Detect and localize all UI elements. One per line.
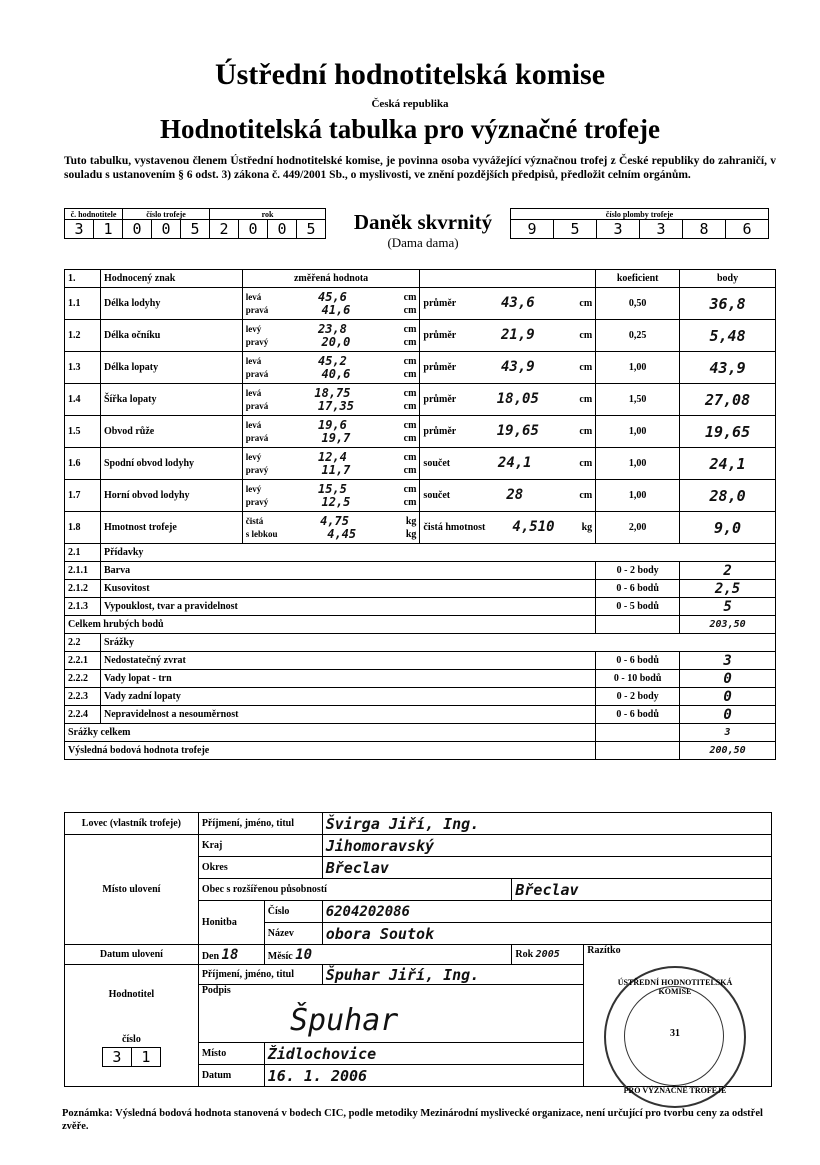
final-score: 200,50 xyxy=(680,742,776,760)
unit: cm xyxy=(403,355,417,367)
obec-value: Břeclav xyxy=(512,879,772,901)
podpis-label: Podpis xyxy=(198,985,583,1043)
unit: cm xyxy=(403,323,417,335)
side-b-label: pravý xyxy=(245,464,269,475)
coefficient: 0,25 xyxy=(596,320,680,352)
points-range: 0 - 6 bodů xyxy=(596,652,680,670)
country: Česká republika xyxy=(371,98,449,110)
side-b-value: 20,0 xyxy=(321,334,351,349)
points-range: 0 - 6 bodů xyxy=(596,706,680,724)
row-no: 1.5 xyxy=(65,416,101,448)
species-name: Daněk skvrnitý xyxy=(353,210,493,234)
digit-cell: 3 xyxy=(640,220,683,239)
digit-cell: 3 xyxy=(102,1048,131,1067)
side-b-value: 12,5 xyxy=(321,494,351,509)
row-no: 2.1.2 xyxy=(65,580,101,598)
digit-cell: 8 xyxy=(683,220,726,239)
row-no: 2.2.4 xyxy=(65,706,101,724)
nazev-value: obora Soutok xyxy=(322,923,771,945)
stamp-text: ÚSTŘEDNÍ HODNOTITELSKÁ KOMISE xyxy=(617,978,733,996)
hodnotitele-label: č. hodnotitele xyxy=(65,209,123,220)
evaluator-name-label: Příjmení, jméno, titul xyxy=(198,965,322,985)
measurements-table xyxy=(64,269,776,760)
side-a-value: 23,8 xyxy=(317,321,347,336)
points: 5,48 xyxy=(680,320,776,352)
section-no: 2.2 xyxy=(65,634,101,652)
digit-cell: 0 xyxy=(123,220,152,239)
unit: kg xyxy=(581,522,593,533)
row-no: 2.1.3 xyxy=(65,598,101,616)
unit: cm xyxy=(403,432,417,444)
side-a-value: 19,6 xyxy=(317,417,347,432)
unit: cm xyxy=(403,451,417,463)
lovec-label: Lovec (vlastník trofeje) xyxy=(65,813,199,835)
measured-values xyxy=(242,288,420,320)
digit-cell: 1 xyxy=(94,220,123,239)
row-label: Barva xyxy=(100,562,595,580)
score-row xyxy=(65,562,776,580)
side-a-label: levá xyxy=(245,291,262,302)
row-label: Spodní obvod lodyhy xyxy=(100,448,242,480)
side-b-label: pravá xyxy=(245,400,269,411)
page-title: Ústřední hodnotitelská komise xyxy=(214,58,606,91)
unit: cm xyxy=(403,464,417,476)
points: 2,5 xyxy=(680,580,776,598)
evaluator-misto: Židlochovice xyxy=(264,1043,584,1065)
digit-cell: 0 xyxy=(268,220,297,239)
measured-values xyxy=(242,480,420,512)
evaluator-name: Špuhar Jiří, Ing. xyxy=(322,965,584,985)
points: 36,8 xyxy=(680,288,776,320)
evaluator-datum: 16. 1. 2006 xyxy=(264,1065,584,1087)
unit: cm xyxy=(403,387,417,399)
stamp-number: 31 xyxy=(670,1028,680,1039)
unit: cm xyxy=(579,362,593,373)
rok-label: rok xyxy=(210,209,326,220)
kraj-value: Jihomoravský xyxy=(322,835,771,857)
points: 5 xyxy=(680,598,776,616)
score-row xyxy=(65,598,776,616)
points: 43,9 xyxy=(680,352,776,384)
calc-cell xyxy=(420,288,596,320)
points: 19,65 xyxy=(680,416,776,448)
side-a-value: 45,6 xyxy=(317,289,347,304)
side-a-label: levý xyxy=(245,323,262,334)
side-a-value: 45,2 xyxy=(317,353,347,368)
seal-boxes xyxy=(510,208,769,239)
calc-value: 24,1 xyxy=(497,455,532,471)
points: 0 xyxy=(680,688,776,706)
row-label: Horní obvod lodyhy xyxy=(100,480,242,512)
points: 24,1 xyxy=(680,448,776,480)
cislo-label: Číslo xyxy=(264,901,322,923)
col-points: body xyxy=(680,270,776,288)
unit: cm xyxy=(403,336,417,348)
points-range: 0 - 10 bodů xyxy=(596,670,680,688)
measure-row xyxy=(65,416,776,448)
unit: kg xyxy=(405,528,417,540)
row-label: Nepravidelnost a nesouměrnost xyxy=(100,706,595,724)
deduction-sum-label: Srážky celkem xyxy=(65,724,596,742)
col-feature: Hodnocený znak xyxy=(100,270,242,288)
section-head: Srážky xyxy=(100,634,775,652)
score-row xyxy=(65,706,776,724)
points: 3 xyxy=(680,652,776,670)
gross-label: Celkem hrubých bodů xyxy=(65,616,596,634)
row-label: Délka lopaty xyxy=(100,352,242,384)
calc-cell xyxy=(420,480,596,512)
evaluator-number-boxes xyxy=(102,1047,161,1067)
calc-value: 43,9 xyxy=(500,359,535,375)
row-no: 1.3 xyxy=(65,352,101,384)
row-no: 1.7 xyxy=(65,480,101,512)
measure-row xyxy=(65,288,776,320)
row-no: 1.8 xyxy=(65,512,101,544)
species-latin: (Dama dama) xyxy=(387,235,459,250)
calc-cell xyxy=(420,384,596,416)
species xyxy=(338,210,508,251)
side-b-label: pravá xyxy=(245,368,269,379)
calc-label: průměr xyxy=(423,426,457,437)
side-a-value: 4,75 xyxy=(320,513,349,528)
digit-cell: 0 xyxy=(152,220,181,239)
side-b-label: pravá xyxy=(245,304,269,315)
footnote: Poznámka: Výsledná bodová hodnota stanovená v bodech CIC, podle metodiky Mezinárodní myslivecké organizace, není určující pro tvorbu ceny za odstřel zvěře. xyxy=(62,1108,763,1132)
calc-label: čistá hmotnost xyxy=(423,522,486,533)
unit: cm xyxy=(403,400,417,412)
side-b-value: 4,45 xyxy=(327,526,357,541)
section-head: Přídavky xyxy=(100,544,775,562)
gross-total: 203,50 xyxy=(680,616,776,634)
nazev-label: Název xyxy=(264,923,322,945)
digit-cell: 5 xyxy=(297,220,326,239)
row-label: Délka lodyhy xyxy=(100,288,242,320)
digit-cell: 6 xyxy=(726,220,769,239)
row-label: Vypouklost, tvar a pravidelnost xyxy=(100,598,595,616)
measure-row xyxy=(65,480,776,512)
measured-values xyxy=(242,320,420,352)
col-coef: koeficient xyxy=(596,270,680,288)
calc-label: průměr xyxy=(423,330,457,341)
points: 0 xyxy=(680,706,776,724)
unit: cm xyxy=(579,490,593,501)
measure-row xyxy=(65,384,776,416)
row-no: 1.6 xyxy=(65,448,101,480)
side-b-value: 17,35 xyxy=(317,398,354,413)
stamp-bottom-text: PRO VÝZNAČNÉ TROFEJE xyxy=(623,1086,727,1095)
row-no: 1.4 xyxy=(65,384,101,416)
misto-label: Místo ulovení xyxy=(65,835,199,945)
evaluator-cell xyxy=(65,965,199,1087)
unit: cm xyxy=(403,368,417,380)
mesic-value: 10 xyxy=(295,946,313,963)
row-label: Délka očníku xyxy=(100,320,242,352)
row-label: Obvod růže xyxy=(100,416,242,448)
row-label: Šířka lopaty xyxy=(100,384,242,416)
side-b-label: s lebkou xyxy=(245,528,278,539)
calc-label: průměr xyxy=(423,394,457,405)
side-b-value: 11,7 xyxy=(321,462,351,477)
hunter-name: Švirga Jiří, Ing. xyxy=(322,813,771,835)
okres-value: Břeclav xyxy=(322,857,771,879)
cislo-value: 6204202086 xyxy=(322,901,771,923)
unit: cm xyxy=(403,304,417,316)
name-label: Příjmení, jméno, titul xyxy=(198,813,322,835)
digit-cell: 1 xyxy=(131,1048,160,1067)
score-row xyxy=(65,670,776,688)
unit: cm xyxy=(579,426,593,437)
row-label: Kusovitost xyxy=(100,580,595,598)
den-label: Den xyxy=(201,950,220,962)
row-label: Vady lopat - trn xyxy=(100,670,595,688)
okres-label: Okres xyxy=(198,857,322,879)
digit-cell: 5 xyxy=(554,220,597,239)
points: 0 xyxy=(680,670,776,688)
honitba-label: Honitba xyxy=(198,901,264,945)
side-a-label: levý xyxy=(245,483,262,494)
form-subtitle: Hodnotitelská tabulka pro význačné trofeje xyxy=(159,114,660,144)
datum-label: Datum ulovení xyxy=(65,945,199,965)
calc-value: 21,9 xyxy=(500,327,535,343)
unit: cm xyxy=(579,298,593,309)
row-label: Hmotnost trofeje xyxy=(100,512,242,544)
side-a-label: čistá xyxy=(245,515,264,526)
den-value: 18 xyxy=(221,946,239,963)
rok-label: Rok xyxy=(515,949,534,960)
side-b-value: 19,7 xyxy=(321,430,351,445)
calc-cell xyxy=(420,512,596,544)
unit: cm xyxy=(403,291,417,303)
deduction-sum: 3 xyxy=(680,724,776,742)
points-range: 0 - 2 body xyxy=(596,688,680,706)
razitko-label: Razítko xyxy=(584,945,772,1087)
measured-values xyxy=(242,352,420,384)
points-range: 0 - 2 body xyxy=(596,562,680,580)
side-b-label: pravá xyxy=(245,432,269,443)
row-label: Vady zadní lopaty xyxy=(100,688,595,706)
coefficient: 0,50 xyxy=(596,288,680,320)
unit: cm xyxy=(579,458,593,469)
calc-value: 18,05 xyxy=(496,391,539,407)
measured-values xyxy=(242,384,420,416)
evaluator-signature: Špuhar xyxy=(290,1003,399,1038)
digit-cell: 3 xyxy=(597,220,640,239)
coefficient: 1,00 xyxy=(596,352,680,384)
points-range: 0 - 5 bodů xyxy=(596,598,680,616)
evaluator-misto-label: Místo xyxy=(198,1043,264,1065)
points: 9,0 xyxy=(680,512,776,544)
col-value: změřená hodnota xyxy=(242,270,420,288)
trofeje-label: číslo trofeje xyxy=(123,209,210,220)
final-label: Výsledná bodová hodnota trofeje xyxy=(65,742,596,760)
score-row xyxy=(65,652,776,670)
row-no: 1.1 xyxy=(65,288,101,320)
coefficient: 1,50 xyxy=(596,384,680,416)
row-no: 2.2.1 xyxy=(65,652,101,670)
unit: cm xyxy=(403,419,417,431)
side-b-label: pravý xyxy=(245,496,269,507)
col-no: 1. xyxy=(65,270,101,288)
calc-cell xyxy=(420,416,596,448)
side-b-value: 41,6 xyxy=(321,302,351,317)
side-b-value: 40,6 xyxy=(321,366,351,381)
intro-text: Tuto tabulku, vystavenou členem Ústřední hodnotitelské komise, je povinna osoba vyvážející význačnou trofej z České republiky do zahraničí, v souladu s ustanovením § 6 odst. 3) zákona č. 449/2001 Sb., o myslivosti, ve znění pozdějších předpisů, předložit celním orgánům. xyxy=(64,155,776,181)
unit: cm xyxy=(579,394,593,405)
unit: cm xyxy=(403,483,417,495)
digit-cell: 0 xyxy=(239,220,268,239)
score-row xyxy=(65,688,776,706)
row-no: 2.1.1 xyxy=(65,562,101,580)
calc-cell xyxy=(420,448,596,480)
rok-value: 2005 xyxy=(535,949,560,960)
unit: cm xyxy=(403,496,417,508)
score-row xyxy=(65,580,776,598)
points: 27,08 xyxy=(680,384,776,416)
id-boxes xyxy=(64,208,326,239)
row-no: 2.2.3 xyxy=(65,688,101,706)
calc-cell xyxy=(420,320,596,352)
unit: kg xyxy=(405,515,417,527)
calc-label: průměr xyxy=(423,362,457,373)
side-a-value: 12,4 xyxy=(317,449,347,464)
measured-values xyxy=(242,448,420,480)
calc-label: součet xyxy=(423,458,451,469)
plomby-label: číslo plomby trofeje xyxy=(511,209,769,220)
points-range: 0 - 6 bodů xyxy=(596,580,680,598)
side-a-value: 18,75 xyxy=(314,385,351,400)
side-a-value: 15,5 xyxy=(317,481,347,496)
kraj-label: Kraj xyxy=(198,835,322,857)
coefficient: 1,00 xyxy=(596,448,680,480)
evaluator-number-label: číslo xyxy=(121,1034,141,1045)
calc-value: 4,510 xyxy=(512,519,555,535)
section-no: 2.1 xyxy=(65,544,101,562)
measured-values xyxy=(242,416,420,448)
side-b-label: pravý xyxy=(245,336,269,347)
digit-cell: 5 xyxy=(181,220,210,239)
measure-row xyxy=(65,352,776,384)
unit: cm xyxy=(579,330,593,341)
calc-value: 19,65 xyxy=(496,423,539,439)
mesic-label: Měsíc xyxy=(267,950,293,962)
measure-row xyxy=(65,512,776,544)
points: 2 xyxy=(680,562,776,580)
evaluator-label: Hodnotitel xyxy=(108,989,155,1000)
calc-value: 43,6 xyxy=(500,295,535,311)
calc-label: průměr xyxy=(423,298,457,309)
points: 28,0 xyxy=(680,480,776,512)
obec-label: Obec s rozšířenou působností xyxy=(198,879,512,901)
digit-cell: 2 xyxy=(210,220,239,239)
stamp xyxy=(604,966,746,1108)
calc-label: součet xyxy=(423,490,451,501)
measured-values xyxy=(242,512,420,544)
side-a-label: levá xyxy=(245,419,262,430)
calc-value: 28 xyxy=(506,487,524,503)
coefficient: 2,00 xyxy=(596,512,680,544)
digit-cell: 9 xyxy=(511,220,554,239)
calc-cell xyxy=(420,352,596,384)
digit-cell: 3 xyxy=(65,220,94,239)
coefficient: 1,00 xyxy=(596,416,680,448)
side-a-label: levá xyxy=(245,387,262,398)
side-a-label: levá xyxy=(245,355,262,366)
measure-row xyxy=(65,448,776,480)
row-no: 2.2.2 xyxy=(65,670,101,688)
row-no: 1.2 xyxy=(65,320,101,352)
evaluator-datum-label: Datum xyxy=(198,1065,264,1087)
side-a-label: levý xyxy=(245,451,262,462)
coefficient: 1,00 xyxy=(596,480,680,512)
measure-row xyxy=(65,320,776,352)
row-label: Nedostatečný zvrat xyxy=(100,652,595,670)
